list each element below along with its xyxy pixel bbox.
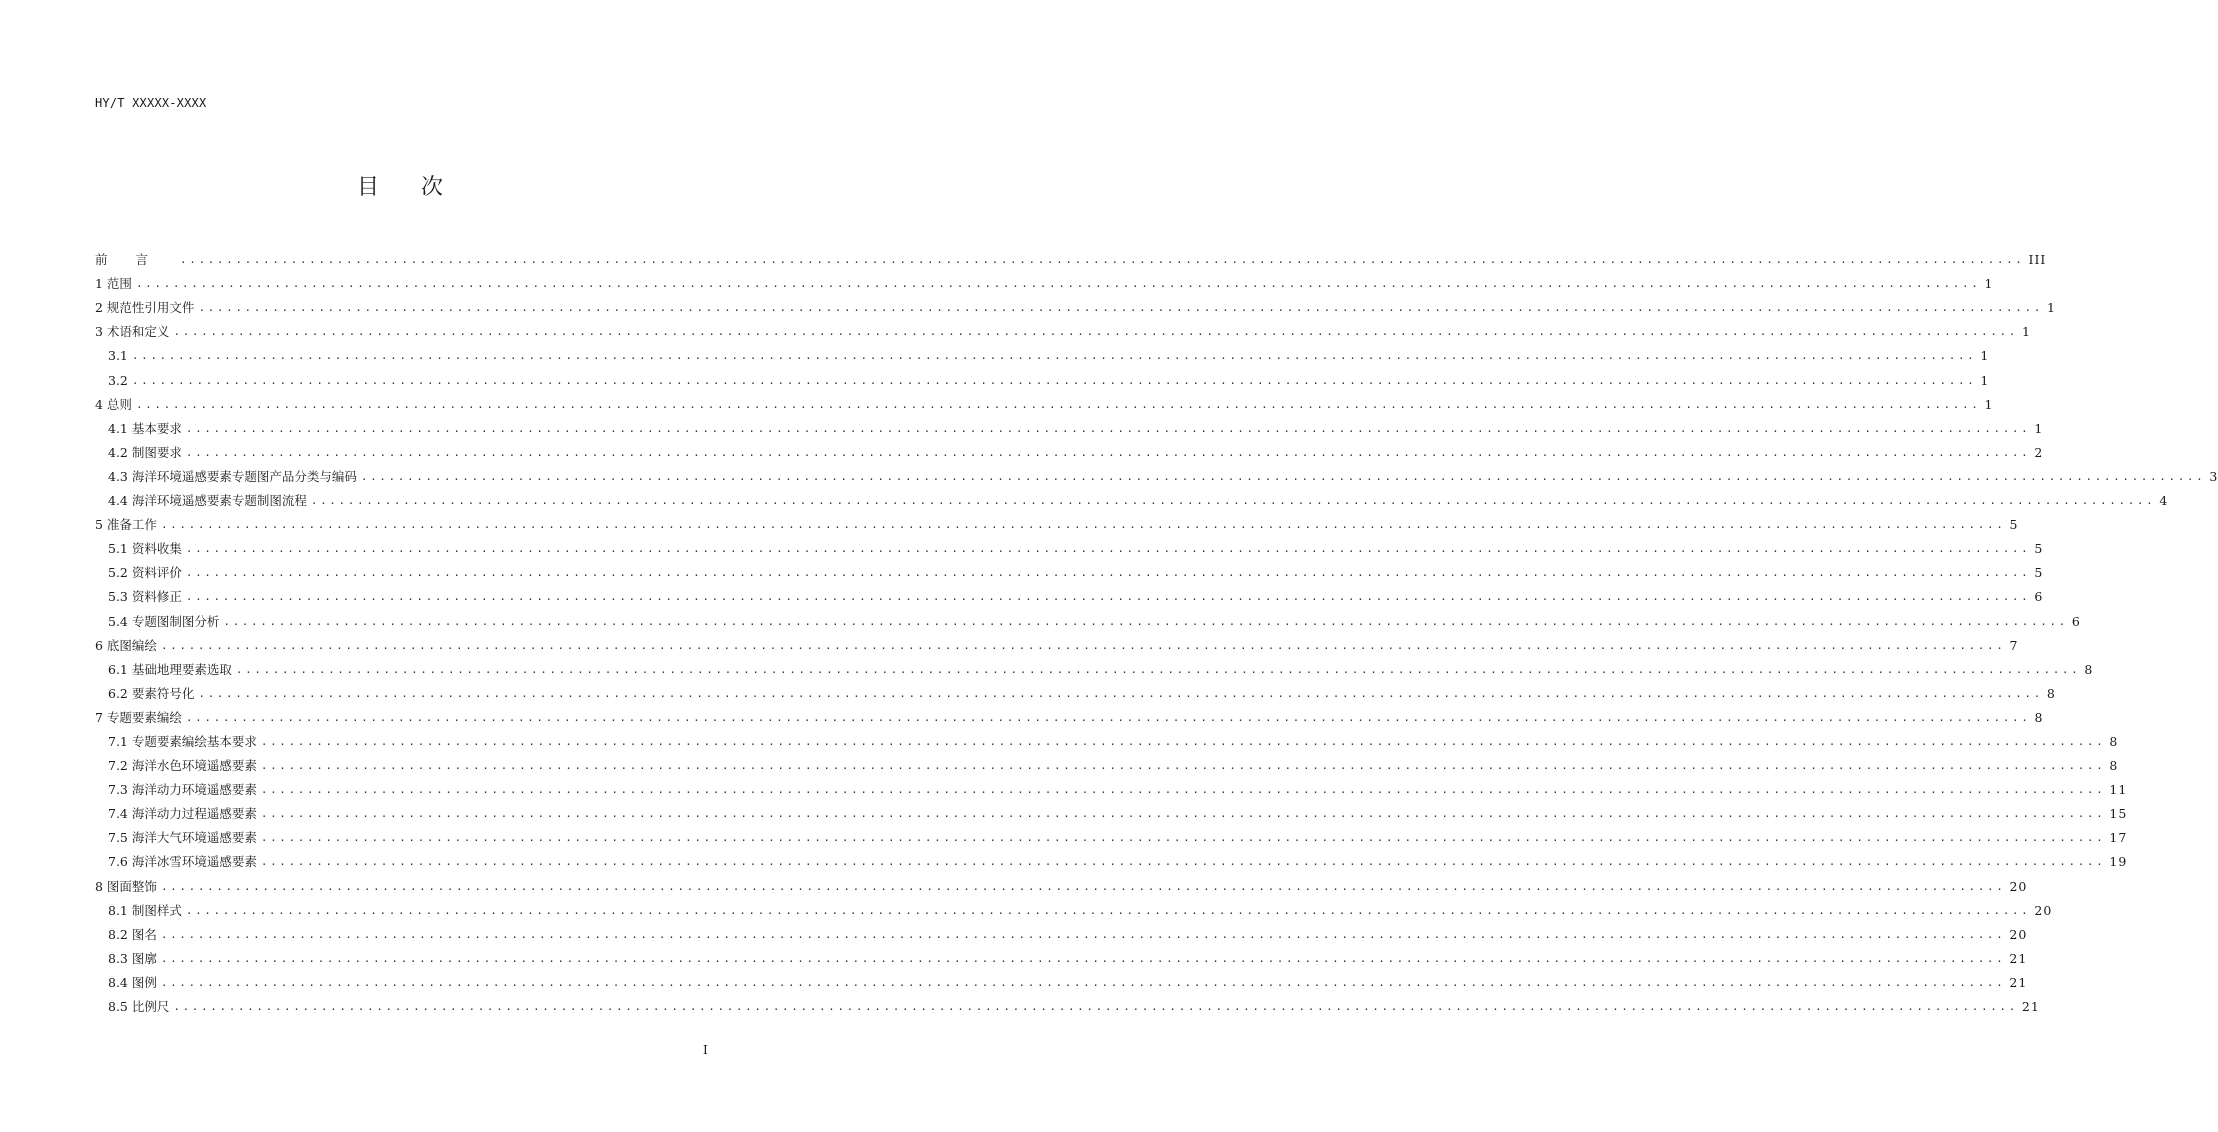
toc-entry[interactable] [95,510,2019,534]
toc-entry-label: 7.2 海洋水色环境遥感要素 [108,758,257,774]
toc-entry[interactable] [95,245,2047,269]
toc-entry-label: 8.3 图廓 [108,950,157,966]
toc-entry[interactable] [95,679,2056,703]
toc-entry[interactable] [95,871,2028,895]
toc-entry[interactable] [95,944,2028,968]
toc-entry-label: 4 总则 [95,396,132,412]
toc-leader-dots: ........................................................................................................................................................................................................ [135,397,1981,411]
toc-leader-dots: ........................................................................................................................................................................................................ [185,903,2031,917]
toc-entry-label: 7 专题要素编绘 [95,709,182,725]
toc-leader-dots: ........................................................................................................................................................................................................ [160,951,2006,965]
toc-entry-label: 5.4 专题图制图分析 [108,613,220,629]
toc-entry-page: 8 [2084,661,2094,677]
toc-entry-page: 1 [2034,420,2044,436]
title-part-2: 次 [421,175,444,200]
toc-entry-label: 4.2 制图要求 [108,444,182,460]
toc-leader-dots: ........................................................................................................................................................................................................ [198,301,2043,315]
toc-entry[interactable] [95,462,2218,486]
toc-entry-page: 8 [2034,709,2044,725]
toc-leader-dots: ........................................................................................................................................................................................................ [185,542,2031,556]
document-code: HY/T XXXXX-XXXX [95,96,207,110]
toc-entry[interactable] [95,703,2044,727]
toc-entry-label: 3 术语和定义 [95,324,170,340]
toc-entry-label: 6 底图编绘 [95,637,157,653]
toc-entry-label: 7.4 海洋动力过程遥感要素 [108,806,257,822]
toc-leader-dots: ........................................................................................................................................................................................................ [173,325,2018,339]
toc-entry[interactable] [95,269,1994,293]
toc-entry-label: 8.5 比例尺 [108,999,170,1014]
toc-entry-page: 20 [2009,878,2028,894]
toc-entry-page: 20 [2009,926,2028,942]
toc-entry-page: 21 [2009,974,2028,990]
toc-entry[interactable] [95,534,2044,558]
toc-entry-label: 2 规范性引用文件 [95,300,195,316]
toc-leader-dots: ........................................................................................................................................................................................................ [131,349,1977,363]
toc-entry[interactable] [95,823,2128,847]
toc-leader-dots: ........................................................................................................................................................................................................ [135,277,1981,291]
toc-entry-page: 15 [2109,806,2128,822]
toc-entry-label: 前言 [95,252,177,268]
toc-entry-page: 8 [2109,733,2119,749]
toc-leader-dots: ........................................................................................................................................................................................................ [185,590,2031,604]
toc-leader-dots: ........................................................................................................................................................................................................ [185,421,2031,435]
toc-leader-dots: ........................................................................................................................................................................................................ [198,686,2043,700]
toc-leader-dots: ........................................................................................................................................................................................................ [260,783,2106,797]
toc-entry-page: 4 [2159,493,2169,509]
toc-entry-page: 1 [1984,276,1994,292]
toc-leader-dots: ........................................................................................................................................................................................................ [160,518,2006,532]
toc-entry[interactable] [95,414,2044,438]
toc-entry-page: III [2028,252,2047,268]
toc-entry-label: 3.1 [108,348,128,364]
toc-entry[interactable] [95,992,2040,1016]
toc-entry-label: 5 准备工作 [95,517,157,533]
toc-entry-page: 8 [2046,685,2056,701]
toc-entry[interactable] [95,920,2028,944]
toc-entry-label: 1 范围 [95,276,132,292]
toc-entry[interactable] [95,365,1990,389]
toc-entry[interactable] [95,293,2056,317]
toc-entry[interactable] [95,799,2128,823]
toc-leader-dots: ........................................................................................................................................................................................................ [260,734,2106,748]
toc-entry-page: 6 [2071,613,2081,629]
toc-leader-dots: ........................................................................................................................................................................................................ [260,831,2106,845]
toc-entry-page: 3 [2209,468,2218,484]
toc-leader-dots: ........................................................................................................................................................................................................ [260,855,2106,869]
toc-entry-page: 8 [2109,758,2119,774]
toc-entry-label: 4.4 海洋环境遥感要素专题制图流程 [108,493,307,509]
toc-entry-label: 5.3 资料修正 [108,589,182,605]
toc-entry-label: 7.5 海洋大气环境遥感要素 [108,830,257,846]
toc-entry-page: 19 [2109,854,2128,870]
footer-page-number: I [703,1043,708,1057]
toc-entry-label: 6.1 基础地理要素选取 [108,661,232,677]
toc-entry-page: 1 [2021,324,2031,340]
toc-entry-page: 5 [2034,565,2044,581]
toc-entry[interactable] [95,317,2031,341]
toc-entry-page: 7 [2009,637,2019,653]
toc-entry-label: 8 图面整饰 [95,878,157,894]
title-part-1: 目 [356,175,379,200]
toc-entry[interactable] [95,968,2028,992]
toc-entry-page: 1 [1984,396,1994,412]
toc-entry-label: 4.1 基本要求 [108,420,182,436]
toc-entry-label: 7.1 专题要素编绘基本要求 [108,733,257,749]
toc-entry-page: 11 [2109,782,2128,798]
toc-leader-dots: ........................................................................................................................................................................................................ [131,373,1977,387]
toc-entry-page: 1 [1980,372,1990,388]
toc-leader-dots: ........................................................................................................................................................................................................ [260,759,2106,773]
toc-entry-label: 3.2 [108,372,128,388]
toc-entry-label: 4.3 海洋环境遥感要素专题图产品分类与编码 [108,468,357,484]
toc-entry[interactable] [95,631,2019,655]
toc-entry[interactable] [95,847,2128,871]
toc-leader-dots: ........................................................................................................................................................................................................ [185,710,2031,724]
toc-entry-page: 21 [2021,999,2040,1014]
toc-entry-page: 20 [2034,902,2053,918]
toc-entry[interactable] [95,655,2094,679]
toc-entry-label: 8.4 图例 [108,974,157,990]
toc-entry[interactable] [95,390,1994,414]
toc-entry[interactable] [95,775,2128,799]
toc-entry[interactable] [95,558,2044,582]
toc-leader-dots: ........................................................................................................................................................................................................ [223,614,2068,628]
toc-leader-dots: ........................................................................................................................................................................................................ [360,469,2206,483]
toc-entry-label: 8.2 图名 [108,926,157,942]
toc-entry-label: 5.2 资料评价 [108,565,182,581]
toc-entry[interactable] [95,486,2169,510]
toc-entry-page: 1 [2046,300,2056,316]
toc-entry-label: 6.2 要素符号化 [108,685,195,701]
toc-entry-label: 7.6 海洋冰雪环境遥感要素 [108,854,257,870]
toc-leader-dots: ........................................................................................................................................................................................................ [160,975,2006,989]
toc-entry-page: 5 [2034,541,2044,557]
toc-leader-dots: ........................................................................................................................................................................................................ [310,494,2156,508]
toc-entry[interactable] [95,727,2119,751]
toc-entry-page: 5 [2009,517,2019,533]
toc-entry-label: 8.1 制图样式 [108,902,182,918]
toc-entry[interactable] [95,606,2081,630]
toc-leader-dots: ........................................................................................................................................................................................................ [160,638,2006,652]
toc-entry-page: 2 [2034,444,2044,460]
toc-leader-dots: ........................................................................................................................................................................................................ [160,879,2006,893]
toc-entry[interactable] [95,582,2044,606]
toc-entry-page: 17 [2109,830,2128,846]
toc-entry[interactable] [95,438,2044,462]
toc-entry-page: 1 [1980,348,1990,364]
toc-entry[interactable] [95,896,2053,920]
table-of-contents [95,245,2218,1016]
toc-entry-label: 7.3 海洋动力环境遥感要素 [108,782,257,798]
toc-entry[interactable] [95,751,2119,775]
toc-leader-dots: ........................................................................................................................................................................................................ [260,807,2106,821]
toc-entry-label: 5.1 资料收集 [108,541,182,557]
toc-leader-dots: ........................................................................................................................................................................................................ [160,927,2006,941]
toc-leader-dots: ........................................................................................................................................................................................................ [173,1000,2018,1013]
toc-leader-dots: ........................................................................................................................................................................................................ [185,445,2031,459]
page-title [0,170,800,201]
toc-leader-dots: ........................................................................................................................................................................................................ [235,662,2081,676]
toc-entry-page: 6 [2034,589,2044,605]
toc-leader-dots: ........................................................................................................................................................................................................ [180,253,2025,267]
toc-leader-dots: ........................................................................................................................................................................................................ [185,566,2031,580]
toc-entry[interactable] [95,341,1990,365]
toc-entry-page: 21 [2009,950,2028,966]
